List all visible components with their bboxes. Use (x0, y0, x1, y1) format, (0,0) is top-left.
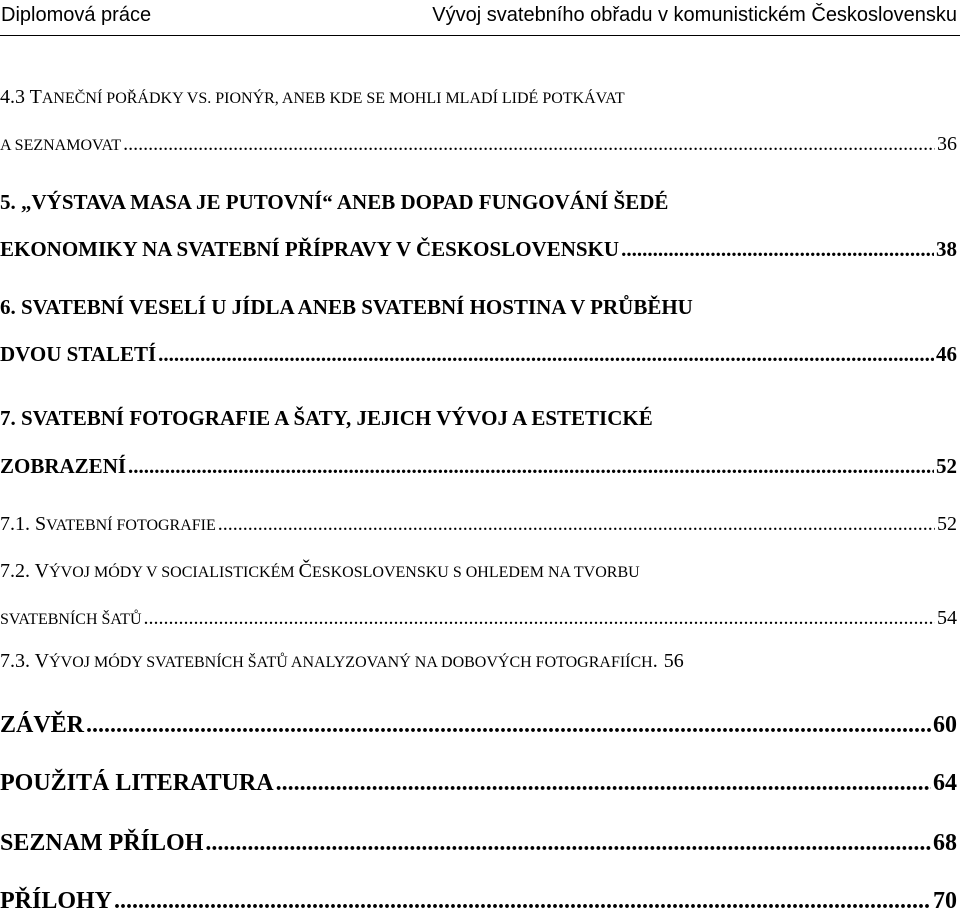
toc-entry-4-3-line2[interactable] (0, 133, 960, 156)
toc-title: 7. SVATEBNÍ FOTOGRAFIE A ŠATY, JEJICH VÝVOJ A ESTETICKÉ (0, 406, 653, 430)
toc-title: POUŽITÁ LITERATURA (0, 770, 274, 796)
toc-entry-prilohy[interactable] (0, 888, 960, 915)
page-header (0, 0, 960, 36)
toc-number: 4.3 (0, 86, 30, 108)
toc-entry-5-line1[interactable] (0, 190, 960, 215)
toc-title: EKONOMIKY NA SVATEBNÍ PŘÍPRAVY V ČESKOSLOVENSKU (0, 237, 620, 261)
toc-entry-6-line2[interactable] (0, 342, 960, 367)
toc-leader-dot: . (652, 650, 658, 672)
toc-entry-seznam-priloh[interactable] (0, 830, 960, 857)
toc-leader-dots (144, 607, 935, 630)
toc-title: 6. SVATEBNÍ VESELÍ U JÍDLA ANEB SVATEBNÍ HOSTINA V PRŮBĚHU (0, 295, 693, 319)
toc-page-number: 52 (937, 513, 957, 535)
toc-leader-dots (621, 237, 934, 262)
toc-title-small-caps: A SEZNAMOVAT (0, 137, 122, 154)
toc-entry-5-line2[interactable] (0, 237, 960, 262)
toc-leader-dots (158, 342, 934, 367)
toc-page-number: 70 (933, 888, 957, 914)
toc-leader-dots (128, 454, 934, 479)
toc-page-number: 54 (937, 607, 957, 629)
toc-page-number: 52 (936, 454, 957, 478)
toc-title-small-caps: ANEČNÍ POŘÁDKY VS (41, 90, 208, 107)
toc-leader-dots (276, 770, 931, 797)
toc-number: 7.2. (0, 560, 35, 582)
toc-title: ZÁVĚR (0, 712, 85, 738)
toc-entry-6-line1[interactable] (0, 295, 960, 320)
toc-page-number: 60 (933, 712, 957, 738)
toc-entry-7-3[interactable] (0, 650, 960, 673)
header-document-title: Vývoj svatebního obřadu v komunistickém Československu (432, 4, 957, 26)
toc-page-number: 64 (933, 770, 957, 796)
toc-page-number: 68 (933, 830, 957, 856)
toc-title: PŘÍLOHY (0, 888, 113, 914)
toc-entry-zaver[interactable] (0, 712, 960, 739)
toc-leader-dots (205, 830, 931, 857)
toc-leader-dots (114, 888, 931, 915)
toc-leader-dots (218, 513, 935, 536)
toc-title-cap: V (34, 560, 50, 582)
toc-title-cap: S (35, 513, 47, 535)
toc-title: DVOU STALETÍ (0, 342, 157, 366)
toc-title-cap: V (34, 650, 50, 672)
toc-page-number: 38 (936, 237, 957, 261)
toc-title-small-caps: VATEBNÍ FOTOGRAFIE (46, 517, 216, 534)
toc-title: SEZNAM PŘÍLOH (0, 830, 204, 856)
toc-page-number: 56 (663, 650, 684, 672)
toc-title-separator: . P (207, 90, 225, 107)
toc-title-small-caps: IONÝR, ANEB KDE SE MOHLI MLADÍ LIDÉ POTKÁVAT (224, 90, 625, 107)
toc-number: 7.1. (0, 513, 35, 535)
toc-number: 7.3. (0, 650, 35, 672)
toc-page-number: 36 (937, 133, 957, 155)
toc-title-small-caps: ESKOSLOVENSKU S OHLEDEM NA TVORBU (311, 564, 640, 581)
toc-entry-pouzita-literatura[interactable] (0, 770, 960, 797)
toc-title: ZOBRAZENÍ (0, 454, 127, 478)
toc-entry-7-1[interactable] (0, 513, 960, 536)
toc-title-small-caps: ÝVOJ MÓDY V SOCIALISTICKÉM (49, 564, 299, 581)
toc-entry-7-2-line1[interactable] (0, 560, 960, 583)
toc-entry-4-3-line1[interactable] (0, 86, 960, 109)
toc-page-number: 46 (936, 342, 957, 366)
toc-entry-7-line1[interactable] (0, 406, 960, 431)
toc-title-cap: Č (298, 560, 312, 582)
toc-title-cap: T (29, 86, 42, 108)
toc-title-small-caps: ÝVOJ MÓDY SVATEBNÍCH ŠATŮ ANALYZOVANÝ NA DOBOVÝCH FOTOGRAFIÍCH (49, 654, 653, 671)
toc-leader-dots (123, 133, 935, 156)
header-document-type: Diplomová práce (1, 4, 152, 26)
toc-title: 5. „VÝSTAVA MASA JE PUTOVNÍ“ ANEB DOPAD FUNGOVÁNÍ ŠEDÉ (0, 190, 669, 214)
toc-title-small-caps: SVATEBNÍCH ŠATŮ (0, 611, 142, 628)
toc-entry-7-line2[interactable] (0, 454, 960, 479)
toc-leader-dots (86, 712, 931, 739)
toc-entry-7-2-line2[interactable] (0, 607, 960, 630)
